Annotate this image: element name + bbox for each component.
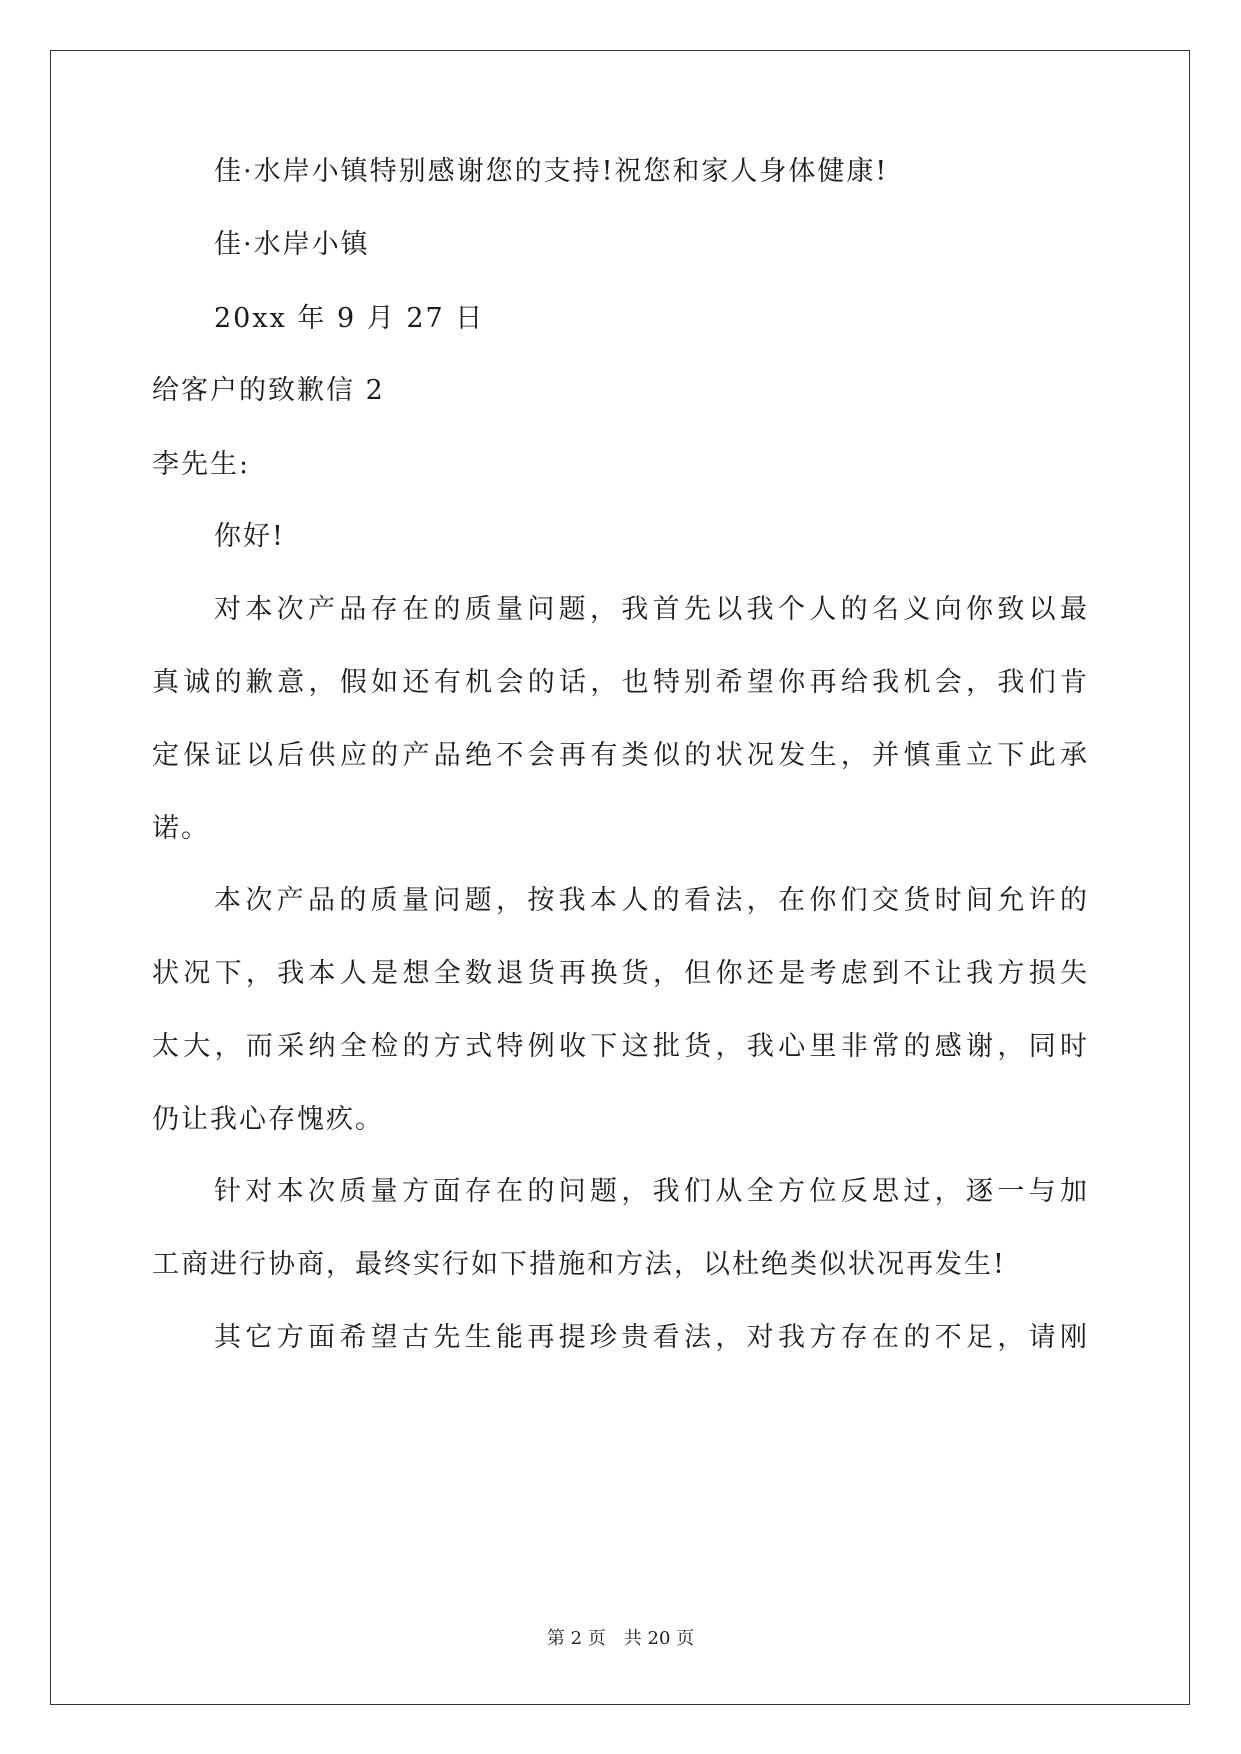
paragraph-1-line-3: 定保证以后供应的产品绝不会再有类似的状况发生，并慎重立下此承 bbox=[152, 740, 1087, 771]
paragraph-3-line-2: 工商进行协商，最终实行如下措施和方法，以杜绝类似状况再发生! bbox=[152, 1249, 1006, 1280]
paragraph-4-line-1: 其它方面希望古先生能再提珍贵看法，对我方存在的不足，请刚 bbox=[214, 1322, 1087, 1353]
page-number-footer: 第 2 页 共 20 页 bbox=[546, 1628, 695, 1649]
paragraph-2-line-1: 本次产品的质量问题，按我本人的看法，在你们交货时间允许的 bbox=[214, 885, 1087, 916]
paragraph-1-line-2: 真诚的歉意，假如还有机会的话，也特别希望你再给我机会，我们肯 bbox=[152, 667, 1087, 698]
page-frame bbox=[50, 50, 1190, 1705]
salutation: 李先生: bbox=[152, 449, 251, 480]
letter-title: 给客户的致歉信 2 bbox=[152, 375, 385, 406]
paragraph-2-line-2: 状况下，我本人是想全数退货再换货，但你还是考虑到不让我方损失 bbox=[152, 958, 1087, 989]
paragraph-2-line-3: 太大，而采纳全检的方式特例收下这批货，我心里非常的感谢，同时 bbox=[152, 1031, 1087, 1062]
paragraph-3-line-1: 针对本次质量方面存在的问题，我们从全方位反思过，逐一与加 bbox=[214, 1176, 1087, 1207]
signature-date: 20xx 年 9 月 27 日 bbox=[214, 303, 485, 334]
closing-thanks-line: 佳·水岸小镇特别感谢您的支持!祝您和家人身体健康! bbox=[214, 156, 889, 187]
paragraph-1-line-1: 对本次产品存在的质量问题，我首先以我个人的名义向你致以最 bbox=[214, 594, 1087, 625]
paragraph-1-line-4: 诺。 bbox=[152, 813, 210, 844]
greeting: 你好! bbox=[214, 521, 285, 552]
paragraph-2-line-4: 仍让我心存愧疚。 bbox=[152, 1104, 384, 1135]
signature-company: 佳·水岸小镇 bbox=[214, 229, 370, 260]
